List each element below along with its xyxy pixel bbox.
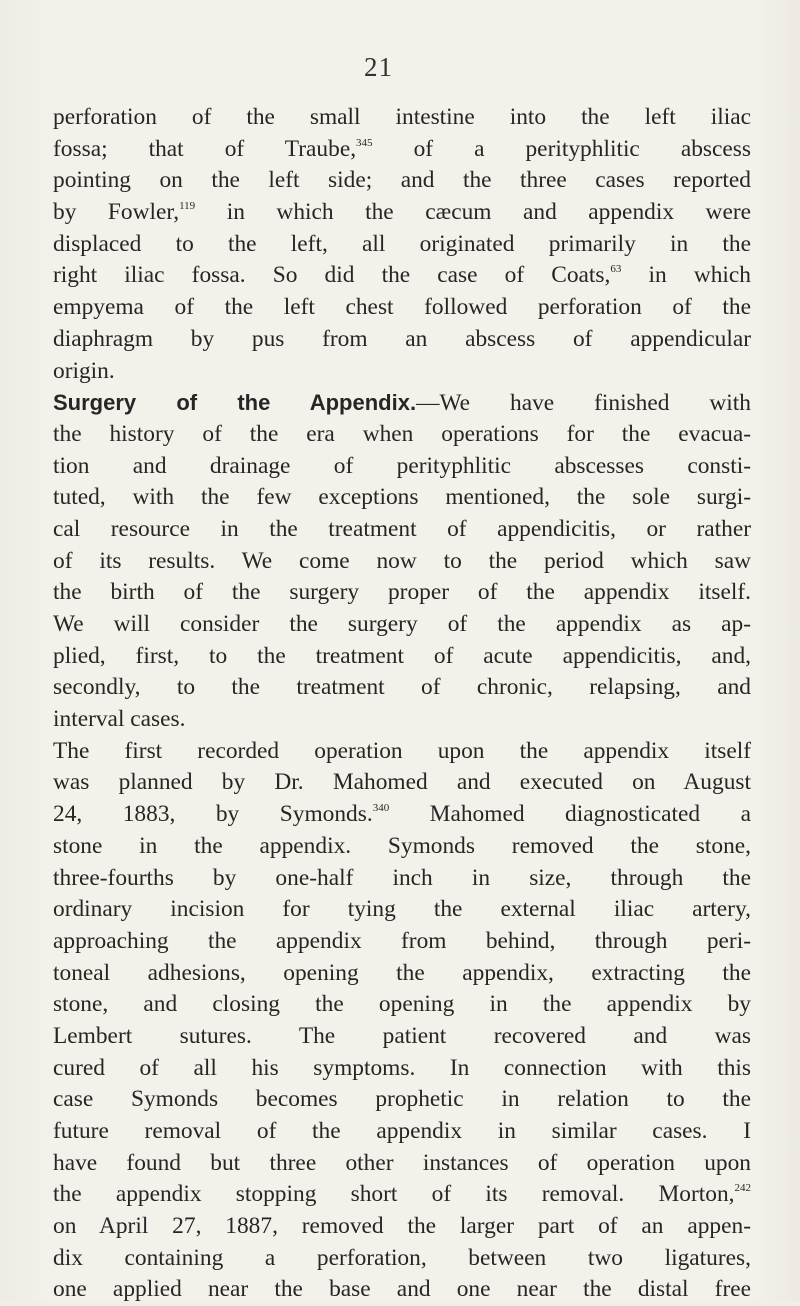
text-line: diaphragm by pus from an abscess of appendicular: [53, 325, 751, 352]
text-line: stone, and closing the opening in the appendix by: [53, 991, 751, 1018]
text-line: plied, first, to the treatment of acute appendicitis, and,: [53, 642, 751, 669]
text-line: was planned by Dr. Mahomed and executed on August: [53, 769, 751, 796]
text-line: pointing on the left side; and the three cases reported: [53, 167, 751, 194]
text-line: the appendix stopping short of its removal. Morton,$^{242}$: [53, 1181, 751, 1208]
body-text: [53, 102, 751, 1306]
text-line: one applied near the base and one near the distal free: [53, 1276, 751, 1303]
citation-superscript: 340: [372, 802, 390, 815]
text-line: ordinary incision for tying the external iliac artery,: [53, 896, 751, 923]
text-line: dix containing a perforation, between two ligatures,: [53, 1244, 751, 1271]
text-line: case Symonds becomes prophetic in relation to the: [53, 1086, 751, 1113]
text-line: Lembert sutures. The patient recovered and was: [53, 1022, 751, 1049]
text-line: We will consider the surgery of the appendix as ap-: [53, 611, 751, 637]
text-line: the history of the era when operations for the evacua-: [53, 420, 751, 447]
text-line: cured of all his symptoms. In connection with this: [53, 1054, 751, 1081]
citation-superscript: 242: [734, 1182, 751, 1195]
text-line: three-fourths by one-half inch in size, through the: [53, 864, 751, 891]
text-line: empyema of the left chest followed perforation of the: [53, 294, 751, 321]
text-line: interval cases.: [53, 706, 186, 733]
text-line: approaching the appendix from behind, through peri-: [53, 927, 751, 954]
text-line: fossa; that of Traube,$^{345}$ of a perityphlitic abscess: [53, 135, 751, 162]
text-line: origin.: [53, 357, 115, 384]
citation-superscript: 63: [610, 263, 622, 276]
text-line: by Fowler,$^{119}$ in which the cæcum and appendix were: [53, 199, 751, 226]
page-number: 21: [364, 52, 393, 82]
text-line: stone in the appendix. Symonds removed the stone,: [53, 832, 751, 859]
text-line: Surgery of the Appendix.—We have finished with: [53, 390, 751, 417]
text-line: right iliac fossa. So did the case of Coats,$^{63}$ in which: [53, 262, 751, 289]
text-line: secondly, to the treatment of chronic, relapsing, and: [53, 674, 751, 701]
text-line: 24, 1883, by Symonds.$^{340}$ Mahomed diagnosticated a: [53, 801, 751, 828]
citation-superscript: 345: [356, 136, 373, 149]
section-heading: Surgery of the Appendix.: [53, 390, 417, 416]
text-line: of its results. We come now to the period which saw: [53, 547, 751, 574]
text-line: cal resource in the treatment of appendicitis, or rather: [53, 515, 751, 542]
text-line: have found but three other instances of operation upon: [53, 1149, 751, 1176]
text-line: future removal of the appendix in similar cases. I: [53, 1118, 751, 1144]
text-line: on April 27, 1887, removed the larger part of an appen-: [53, 1213, 751, 1240]
text-line: The first recorded operation upon the appendix itself: [53, 737, 751, 764]
text-line: tuted, with the few exceptions mentioned, the sole surgi-: [53, 484, 751, 511]
text-line: the birth of the surgery proper of the appendix itself.: [53, 579, 751, 606]
text-line: toneal adhesions, opening the appendix, extracting the: [53, 959, 751, 986]
citation-superscript: 119: [179, 200, 196, 213]
text-line: displaced to the left, all originated primarily in the: [53, 230, 751, 257]
text-line: perforation of the small intestine into the left iliac: [53, 104, 751, 130]
text-line: tion and drainage of perityphlitic abscesses consti-: [53, 452, 751, 479]
